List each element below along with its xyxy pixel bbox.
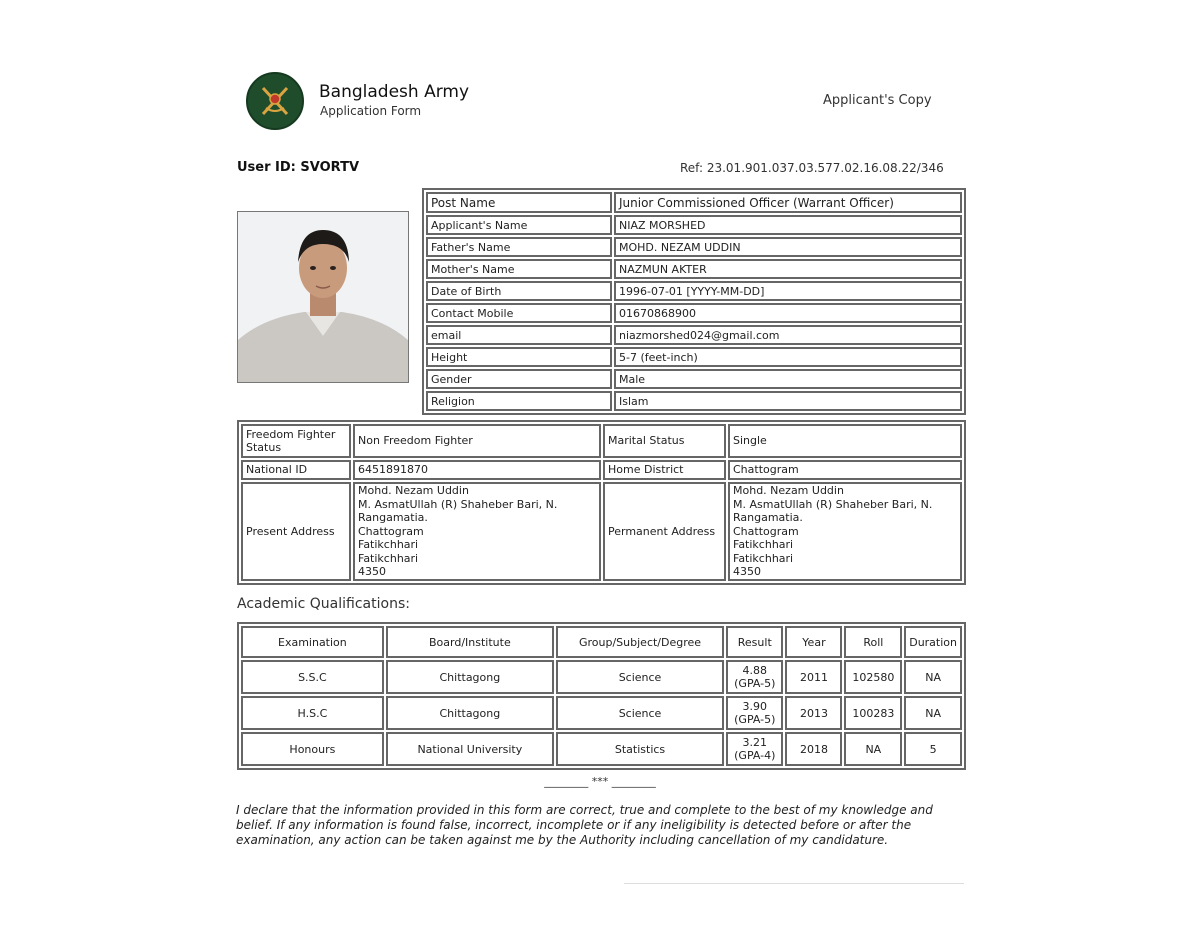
table-row bbox=[241, 482, 962, 581]
address-line: Chattogram bbox=[733, 524, 799, 538]
result-scale: (GPA-4) bbox=[734, 749, 776, 762]
table-row bbox=[426, 192, 962, 213]
address-line: M. AsmatUllah (R) Shaheber Bari, N. bbox=[358, 497, 558, 511]
group-cell: Science bbox=[556, 696, 724, 730]
field-value: Islam bbox=[614, 391, 962, 411]
freedom-fighter-value: Non Freedom Fighter bbox=[353, 424, 601, 458]
result-value: 3.90 bbox=[742, 700, 768, 713]
result-cell bbox=[726, 732, 783, 766]
column-header: Board/Institute bbox=[386, 626, 554, 658]
duration-cell: NA bbox=[904, 660, 962, 694]
field-label: Applicant's Name bbox=[426, 215, 612, 235]
field-value: NIAZ MORSHED bbox=[614, 215, 962, 235]
field-value: 1996-07-01 [YYYY-MM-DD] bbox=[614, 281, 962, 301]
address-line: Fatikchhari bbox=[358, 551, 419, 565]
marital-status-label: Marital Status bbox=[603, 424, 726, 458]
address-line: Rangamatia. bbox=[358, 511, 428, 524]
year-cell: 2018 bbox=[785, 732, 842, 766]
field-value: MOHD. NEZAM UDDIN bbox=[614, 237, 962, 257]
field-value: 01670868900 bbox=[614, 303, 962, 323]
result-cell bbox=[726, 696, 783, 730]
board-cell: National University bbox=[386, 732, 554, 766]
table-row bbox=[426, 347, 962, 367]
group-cell: Statistics bbox=[556, 732, 724, 766]
roll-cell: NA bbox=[844, 732, 902, 766]
column-header: Examination bbox=[241, 626, 384, 658]
address-line: Chattogram bbox=[358, 524, 424, 538]
copy-label: Applicant's Copy bbox=[823, 93, 932, 108]
field-label: Gender bbox=[426, 369, 612, 389]
home-district-value: Chattogram bbox=[728, 460, 962, 480]
roll-cell: 100283 bbox=[844, 696, 902, 730]
table-row bbox=[426, 259, 962, 279]
column-header: Group/Subject/Degree bbox=[556, 626, 724, 658]
table-row bbox=[241, 424, 962, 458]
column-header: Year bbox=[785, 626, 842, 658]
crossed-swords-icon bbox=[248, 74, 302, 128]
present-address-value bbox=[353, 482, 601, 581]
roll-cell: 102580 bbox=[844, 660, 902, 694]
field-label: Contact Mobile bbox=[426, 303, 612, 323]
board-cell: Chittagong bbox=[386, 660, 554, 694]
table-row bbox=[426, 237, 962, 257]
reference-number: Ref: 23.01.901.037.03.577.02.16.08.22/346 bbox=[680, 161, 944, 175]
home-district-label: Home District bbox=[603, 460, 726, 480]
freedom-fighter-label: Freedom Fighter Status bbox=[241, 424, 351, 458]
table-row bbox=[426, 325, 962, 345]
status-address-table bbox=[237, 420, 966, 585]
permanent-address-label: Permanent Address bbox=[603, 482, 726, 581]
table-row bbox=[426, 281, 962, 301]
column-header: Duration bbox=[904, 626, 962, 658]
declaration-text: I declare that the information provided in this form are correct, true and complete to the best of my knowledge and belief. If any information is found false, incorrect, incomplete or if any ineligibility is detected before or after the examination, any action can be taken against me by the Authority including cancellation of my candidature. bbox=[236, 803, 933, 847]
address-line: Fatikchhari bbox=[733, 551, 794, 565]
address-line: Fatikchhari bbox=[358, 538, 419, 551]
section-separator: ________ *** ________ bbox=[544, 775, 656, 788]
field-label: email bbox=[426, 325, 612, 345]
field-value: NAZMUN AKTER bbox=[614, 259, 962, 279]
field-label: Father's Name bbox=[426, 237, 612, 257]
marital-status-value: Single bbox=[728, 424, 962, 458]
field-label: Height bbox=[426, 347, 612, 367]
table-header-row bbox=[241, 626, 962, 658]
board-cell: Chittagong bbox=[386, 696, 554, 730]
address-line: Fatikchhari bbox=[733, 538, 794, 551]
column-header: Result bbox=[726, 626, 783, 658]
user-id: User ID: SVORTV bbox=[237, 160, 360, 175]
result-cell bbox=[726, 660, 783, 694]
field-value: Junior Commissioned Officer (Warrant Officer) bbox=[614, 192, 962, 213]
field-label: Date of Birth bbox=[426, 281, 612, 301]
address-line: Mohd. Nezam Uddin bbox=[358, 484, 469, 497]
duration-cell: NA bbox=[904, 696, 962, 730]
applicant-photo bbox=[237, 211, 409, 383]
exam-cell: S.S.C bbox=[241, 660, 384, 694]
org-title: Bangladesh Army bbox=[319, 82, 470, 102]
org-subtitle: Application Form bbox=[320, 104, 422, 118]
academic-table bbox=[237, 622, 966, 770]
result-scale: (GPA-5) bbox=[734, 713, 776, 726]
duration-cell: 5 bbox=[904, 732, 962, 766]
signature-line bbox=[624, 883, 964, 884]
table-row bbox=[241, 732, 962, 766]
field-value: Male bbox=[614, 369, 962, 389]
table-row bbox=[426, 369, 962, 389]
group-cell: Science bbox=[556, 660, 724, 694]
address-line: Mohd. Nezam Uddin bbox=[733, 484, 844, 497]
field-value: niazmorshed024@gmail.com bbox=[614, 325, 962, 345]
field-label: Religion bbox=[426, 391, 612, 411]
table-row bbox=[426, 215, 962, 235]
national-id-value: 6451891870 bbox=[353, 460, 601, 480]
personal-info-table bbox=[422, 188, 966, 415]
table-row bbox=[426, 391, 962, 411]
table-row bbox=[241, 660, 962, 694]
exam-cell: Honours bbox=[241, 732, 384, 766]
address-line: 4350 bbox=[733, 565, 761, 578]
academic-section-title: Academic Qualifications: bbox=[237, 596, 410, 612]
table-row bbox=[241, 696, 962, 730]
table-row bbox=[241, 460, 962, 480]
permanent-address-value bbox=[728, 482, 962, 581]
field-label: Mother's Name bbox=[426, 259, 612, 279]
year-cell: 2011 bbox=[785, 660, 842, 694]
person-portrait-icon bbox=[238, 212, 408, 382]
year-cell: 2013 bbox=[785, 696, 842, 730]
result-scale: (GPA-5) bbox=[734, 677, 776, 690]
column-header: Roll bbox=[844, 626, 902, 658]
address-line: M. AsmatUllah (R) Shaheber Bari, N. bbox=[733, 497, 933, 511]
present-address-label: Present Address bbox=[241, 482, 351, 581]
field-label: Post Name bbox=[426, 192, 612, 213]
address-line: Rangamatia. bbox=[733, 511, 803, 524]
exam-cell: H.S.C bbox=[241, 696, 384, 730]
national-id-label: National ID bbox=[241, 460, 351, 480]
result-value: 3.21 bbox=[742, 736, 768, 749]
address-line: 4350 bbox=[358, 565, 386, 578]
field-value: 5-7 (feet-inch) bbox=[614, 347, 962, 367]
table-row bbox=[426, 303, 962, 323]
army-logo bbox=[246, 72, 304, 130]
result-value: 4.88 bbox=[742, 664, 768, 677]
